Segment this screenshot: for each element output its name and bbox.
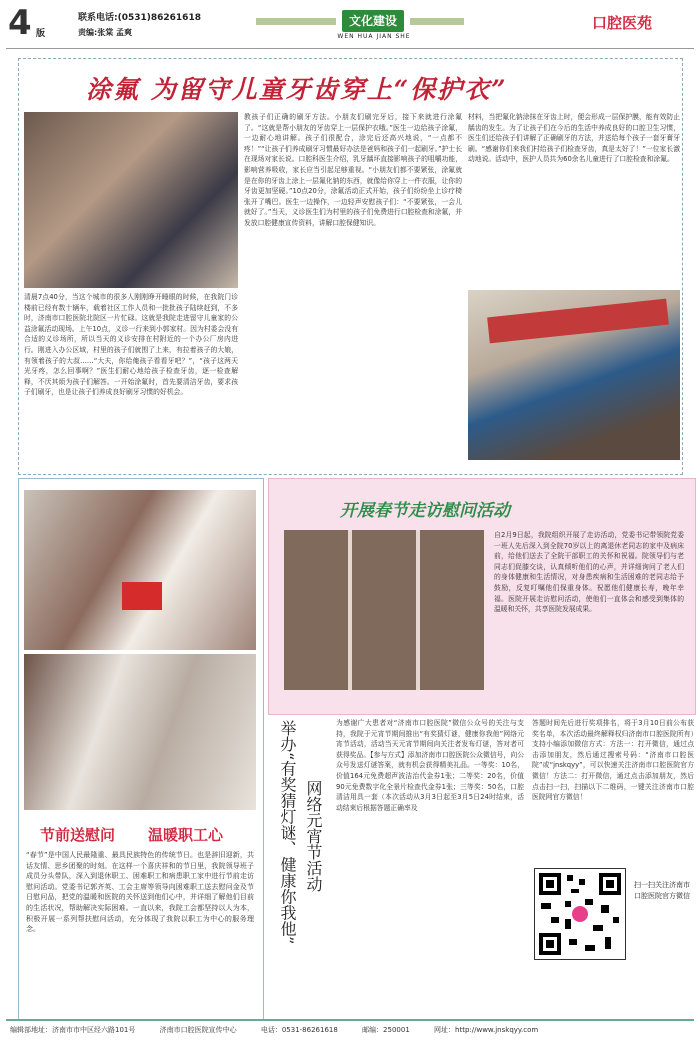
article3-body: “春节”是中国人民最隆重、最具民族特色的传统节日。也是辞旧迎新，共话友情、思乡团聚的时刻。在这样一个喜庆祥和的节日里，我院领导班子成员分头带队，深入到退休职工、困难职工和病患职工家中进行节前走访慰问活动。党委书记郭齐英、工会主席等领导向困难职工送去慰问金及节日慰问品，把党的温暖和医院的关怀送到他们心中，并详细了解他们目前的生活状况，帮助解决实际困难。一直以来，我院工会都坚持以人为本，积极开展一系列帮扶慰问活动，充分体现了我院以职工为中心的服务理念。 (26, 851, 254, 934)
article1-photo-clinic (24, 112, 238, 288)
footer-divider (6, 1019, 694, 1021)
article2-body: 自2月9日起，我院组织开展了走访活动，党委书记带领院党委一班人先后深入到全院70岁以上的离退休老同志的家中及病床前，给他们送去了全院干部职工的关怀和祝福。院领导们与老同志们促膝交谈，认真倾听他们的心声，并详细询问了老人们的身体健康和生活情况，对身患疾病和生活困难的老同志给予鼓励，反复叮嘱他们保重身体。祝愿他们健康长寿，晚年幸福。医院开展走访慰问活动，使他们一直体会和感受到集体的温暖和关怀，共享医院发展成果。 (494, 531, 684, 614)
article2-title: 开展春节走访慰问活动 (340, 501, 510, 521)
banner-bar-left (256, 18, 336, 25)
section-banner (256, 6, 464, 46)
article3-photo-2 (24, 654, 256, 810)
article3-photo-1 (24, 490, 256, 650)
article4-column-2: 答题时间先后进行奖项排名，将于3月10日前公布获奖名单，本次活动最终解释权归济南市口腔医院所有）支持小编添加微信方式：方法一：打开微信，通过点击添加朋友，然后通过搜索号码：“济南市口腔医院”或“jnskqyy”，可以快速关注济南市口腔医院官方微信！方法二：打开微信，通过点击添加朋友，然后点击扫一扫，扫描以下二维码，一键关注济南市口腔医院网官方微信！ (532, 719, 694, 802)
qr-code[interactable] (534, 868, 626, 960)
footer (10, 1025, 700, 1035)
qr-code-graphic (535, 869, 625, 959)
banner-bar-right (410, 18, 464, 25)
article1-photo-banner (468, 290, 680, 460)
header-divider (6, 48, 694, 49)
footer-publisher: 济南市口腔医院宣传中心 (159, 1026, 237, 1034)
page-label: 版 (36, 29, 46, 39)
footer-website[interactable]: 网址：http://www.jnskqyy.com (434, 1026, 539, 1034)
footer-postcode: 邮编：250001 (362, 1026, 410, 1034)
article4-title-b: 网络元宵节活动 (304, 780, 323, 892)
gift-envelope (122, 582, 162, 610)
page-header (0, 0, 700, 50)
article3-title-a: 节前送慰问 (40, 826, 116, 844)
article1-column-1: 清晨7点40分，当这个城市的很多人刚刚睁开睡眼的时候，在我院门诊楼前已经有数十辆车，载着社区工作人员和一批批孩子陆续赶到，不多时，济南市口腔医院北院区一片忙碌。这就是我院走进留守儿童家的公益涂氟活动现场。上午10点，义诊一行来到小郭家村。因为村委会没有合适的义诊场所，所以当天的义诊安排在村附近的一个办公厂房内进行。刚进入办公区域，村里的孩子们就围了上来，有拉着孩子的大娘，有领着孩子的大叔……“大夫，你给俺孩子看看牙吧？”，“孩子这两天光牙疼，怎么回事啊？”医生们耐心地给孩子检查牙齿，逐一检查解释，不厌其烦为孩子们解答。一开始涂氟时，首先要清洁牙齿，要求孩子们刷牙，也是让孩子们养成良好刷牙习惯的好机会。 (24, 293, 238, 397)
article1-column-2: 教孩子们正确的刷牙方法。小朋友们刷完牙后，接下来就进行涂氟了。“这就是帮小朋友的牙齿穿上一层保护衣哦。”医生一边给孩子涂氟，一边耐心地讲解。孩子们很配合，涂完后还高兴地说，“一点都不疼！”“让孩子们养成刷牙习惯最好办法是爸妈和孩子们一起刷牙。”护士长在现场对家长说。口腔科医生介绍，乳牙龋坏直接影响孩子的咀嚼功能，影响营养吸收，家长应当引起足够重视。“小朋友们都不要紧张，涂氟就是在你的牙齿上涂上一层氟化钠的东西，就像给你穿上一件衣服，让你的牙齿更加坚硬。”10点20分，涂氟活动正式开始，孩子们纷纷坐上诊疗椅张开了嘴巴。医生一边操作，一边轻声安慰孩子们：“不要紧张，一会儿就好了。”当天，义诊医生们为村里的孩子们免费进行口腔检查和涂氟，并发放口腔健康宣传资料，讲解口腔保健知识。 (244, 113, 462, 227)
footer-address: 编辑部地址：济南市市中区经六路101号 (10, 1026, 136, 1034)
contact-phone: 联系电话:(0531)86261618 (78, 13, 201, 23)
qr-caption: 扫一扫关注济南市口腔医院官方微信 (634, 881, 690, 900)
photo-red-banner (487, 299, 669, 344)
section-pinyin: WEN HUA JIAN SHE (337, 33, 411, 40)
article1-title: 涂氟 为留守儿童牙齿穿上“保护衣” (86, 75, 508, 104)
article2-photo-collage (284, 530, 484, 690)
editors: 责编:张棠 孟爽 (78, 28, 132, 37)
page-number: 4 (8, 3, 32, 43)
section-title: 文化建设 (342, 10, 404, 32)
article1-column-3: 材料，当把氟化钠涂抹在牙齿上时，便会形成一层保护膜，能有效防止龋齿的发生。为了让孩子们在今后的生活中养成良好的口腔卫生习惯，医生们还给孩子们讲解了正确刷牙的方法，并送给每个孩子一套牙膏牙刷。“感谢你们来我们村给孩子们检查牙齿，真是太好了！”一位家长激动地说。活动中，医护人员共为60余名儿童进行了口腔检查和涂氟。 (468, 113, 680, 164)
footer-phone: 电话：0531-86261618 (260, 1026, 338, 1034)
brand-logo: 口腔医苑 (592, 14, 653, 32)
article4-column-1: 为感谢广大患者对“济南市口腔医院”微信公众号的关注与支持，我院于元宵节期间推出“有奖猜灯谜，健康你我他”网络元宵节活动，活动当天元宵节期间向关注者发布灯谜，答对者可获得奖品。【参与方式】添加济南市口腔医院公众微信号，向公众号发送灯谜答案，就有机会获得精美礼品。一等奖：10名，价值164元免费超声波洁治代金券1张；二等奖：20名，价值90元免费数字化全景片检查代金券1张；三等奖：50名，口腔清洁用具一套（本次活动从3月3日起至3月5日24时结束，活动结束后根据答题正确率及 (336, 719, 524, 812)
article3-title-b: 温暖职工心 (148, 826, 224, 844)
article4-title-a: 举办“有奖猜灯谜、健康你我他” (278, 720, 297, 945)
